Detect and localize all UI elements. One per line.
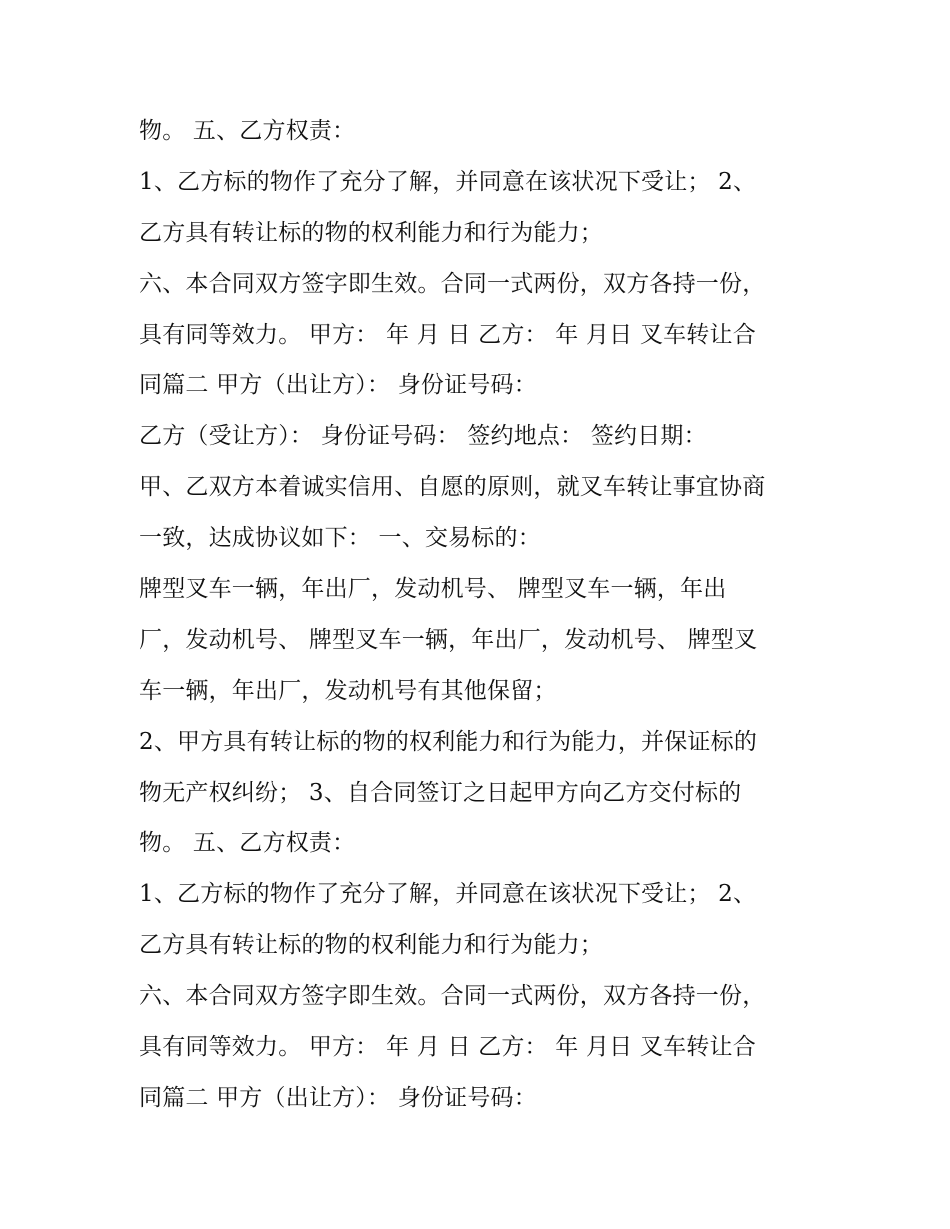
text-line: 物。 五、乙方权责：: [139, 830, 356, 857]
text-line: 物无产权纠纷； 3、自合同签订之日起甲方向乙方交付标的: [139, 779, 742, 806]
text-line: 1、乙方标的物作了充分了解，并同意在该状况下受让； 2、: [139, 168, 757, 195]
text-line: 乙方（受让方）： 身份证号码： 签约地点： 签约日期：: [139, 423, 707, 450]
text-line: 同篇二 甲方（出让方）： 身份证号码：: [139, 1084, 537, 1111]
text-line: 车一辆，年出厂，发动机号有其他保留；: [139, 677, 557, 704]
text-line: 牌型叉车一辆，年出厂，发动机号、 牌型叉车一辆，年出: [139, 576, 727, 603]
text-line: 乙方具有转让标的物的权利能力和行为能力；: [139, 219, 603, 246]
text-line: 一致，达成协议如下： 一、交易标的：: [139, 525, 541, 552]
text-line: 2、甲方具有转让标的物的权利能力和行为能力，并保证标的: [139, 728, 758, 755]
document-body: [139, 106, 839, 1124]
text-line: 六、本合同双方签字即生效。合同一式两份，双方各持一份，: [139, 270, 766, 297]
text-line: 六、本合同双方签字即生效。合同一式两份，双方各持一份，: [139, 983, 766, 1010]
text-line: 乙方具有转让标的物的权利能力和行为能力；: [139, 932, 603, 959]
text-line: 物。 五、乙方权责：: [139, 118, 356, 144]
text-line: 具有同等效力。 甲方： 年 月 日 乙方： 年 月日 叉车转让合: [139, 321, 756, 348]
text-line: 具有同等效力。 甲方： 年 月 日 乙方： 年 月日 叉车转让合: [139, 1034, 756, 1061]
text-line: 1、乙方标的物作了充分了解，并同意在该状况下受让； 2、: [139, 881, 757, 908]
text-line: 同篇二 甲方（出让方）： 身份证号码：: [139, 372, 537, 399]
text-line: 厂，发动机号、 牌型叉车一辆，年出厂，发动机号、 牌型叉: [139, 626, 758, 653]
text-line: 甲、乙双方本着诚实信用、自愿的原则，就叉车转让事宜协商: [139, 474, 766, 501]
